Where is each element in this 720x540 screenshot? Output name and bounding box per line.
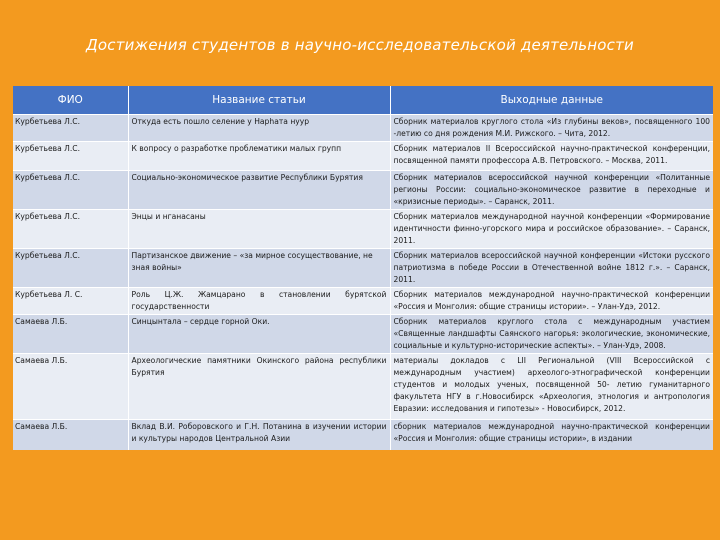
cell-output: сборник материалов международной научно-практической конференции «Россия и Монголия: общие страницы истории», в издании: [390, 420, 713, 450]
header-output: Выходные данные: [390, 86, 713, 115]
cell-output: Сборник материалов II Всероссийской научно-практической конференции, посвященной памяти профессора А.В. Петровского. – Москва, 2011.: [390, 142, 713, 171]
table-row: [13, 171, 713, 210]
table-row: [13, 142, 713, 171]
cell-article: Синцынтала – сердце горной Оки.: [128, 315, 390, 354]
cell-output: Сборник материалов международной научно-практической конференции «Россия и Монголия: общие страницы истории». – Улан-Удэ, 2012.: [390, 288, 713, 315]
cell-article: Откуда есть пошло селение у Нарhата нуур: [128, 115, 390, 142]
cell-article: Партизанское движение – «за мирное сосуществование, не зная войны»: [128, 249, 390, 288]
cell-output: Сборник материалов всероссийской научной конференции «Политанные регионы России: социально-экономическое развитие в переходные и «кризисные периоды». – Саранск, 2011.: [390, 171, 713, 210]
cell-article: Энцы и нганасаны: [128, 210, 390, 249]
cell-output: материалы докладов с LII Региональной (VIII Всероссийской с международным участием) археолого-этнографической конференции студентов и молодых ученых, посвященной 50- летию гуманитарного факультета НГУ в г.Новосибирск «Археология, этнология и антропология Евразии: исследования и гипотезы» - Новосибирск, 2012.: [390, 354, 713, 420]
cell-article: Вклад В.И. Роборовского и Г.Н. Потанина в изучении истории и культуры народов Центральной Азии: [128, 420, 390, 450]
cell-name: Курбетьева Л.С.: [13, 249, 128, 288]
cell-output: Сборник материалов круглого стола «Из глубины веков», посвященного 100 -летию со дня рождения М.И. Рижского. – Чита, 2012.: [390, 115, 713, 142]
table-row: [13, 315, 713, 354]
table-row: [13, 115, 713, 142]
cell-name: Самаева Л.Б.: [13, 354, 128, 420]
cell-output: Сборник материалов круглого стола с международным участием «Священные ландшафты Саянского нагорья: экологические, экономические, социальные и культурно-исторические аспекты». – Улан-Удэ, 2008.: [390, 315, 713, 354]
cell-name: Курбетьева Л.С.: [13, 115, 128, 142]
table-row: [13, 210, 713, 249]
cell-article: К вопросу о разработке проблематики малых групп: [128, 142, 390, 171]
achievements-table-container: [13, 86, 713, 450]
cell-name: Курбетьева Л.С.: [13, 171, 128, 210]
cell-name: Самаева Л.Б.: [13, 420, 128, 450]
cell-article: Роль Ц.Ж. Жамцарано в становлении бурятской государственности: [128, 288, 390, 315]
table-row: [13, 420, 713, 450]
table-row: [13, 288, 713, 315]
cell-output: Сборник материалов всероссийской научной конференции «Истоки русского патриотизма в победе России в Отечественной войне 1812 г.». – Саранск, 2011.: [390, 249, 713, 288]
achievements-table: [13, 86, 713, 450]
cell-article: Археологические памятники Окинского района республики Бурятия: [128, 354, 390, 420]
table-row: [13, 354, 713, 420]
cell-name: Самаева Л.Б.: [13, 315, 128, 354]
slide-title: Достижения студентов в научно-исследовательской деятельности: [85, 36, 635, 54]
cell-name: Курбетьева Л.С.: [13, 210, 128, 249]
cell-article: Социально-экономическое развитие Республики Бурятия: [128, 171, 390, 210]
table-row: [13, 249, 713, 288]
header-name: ФИО: [13, 86, 128, 115]
table-header-row: [13, 86, 713, 115]
header-article: Название статьи: [128, 86, 390, 115]
cell-output: Сборник материалов международной научной конференции «Формирование идентичности финно-угорского мира и российское образование». – Саранск, 2011.: [390, 210, 713, 249]
cell-name: Курбетьева Л. С.: [13, 288, 128, 315]
cell-name: Курбетьева Л.С.: [13, 142, 128, 171]
